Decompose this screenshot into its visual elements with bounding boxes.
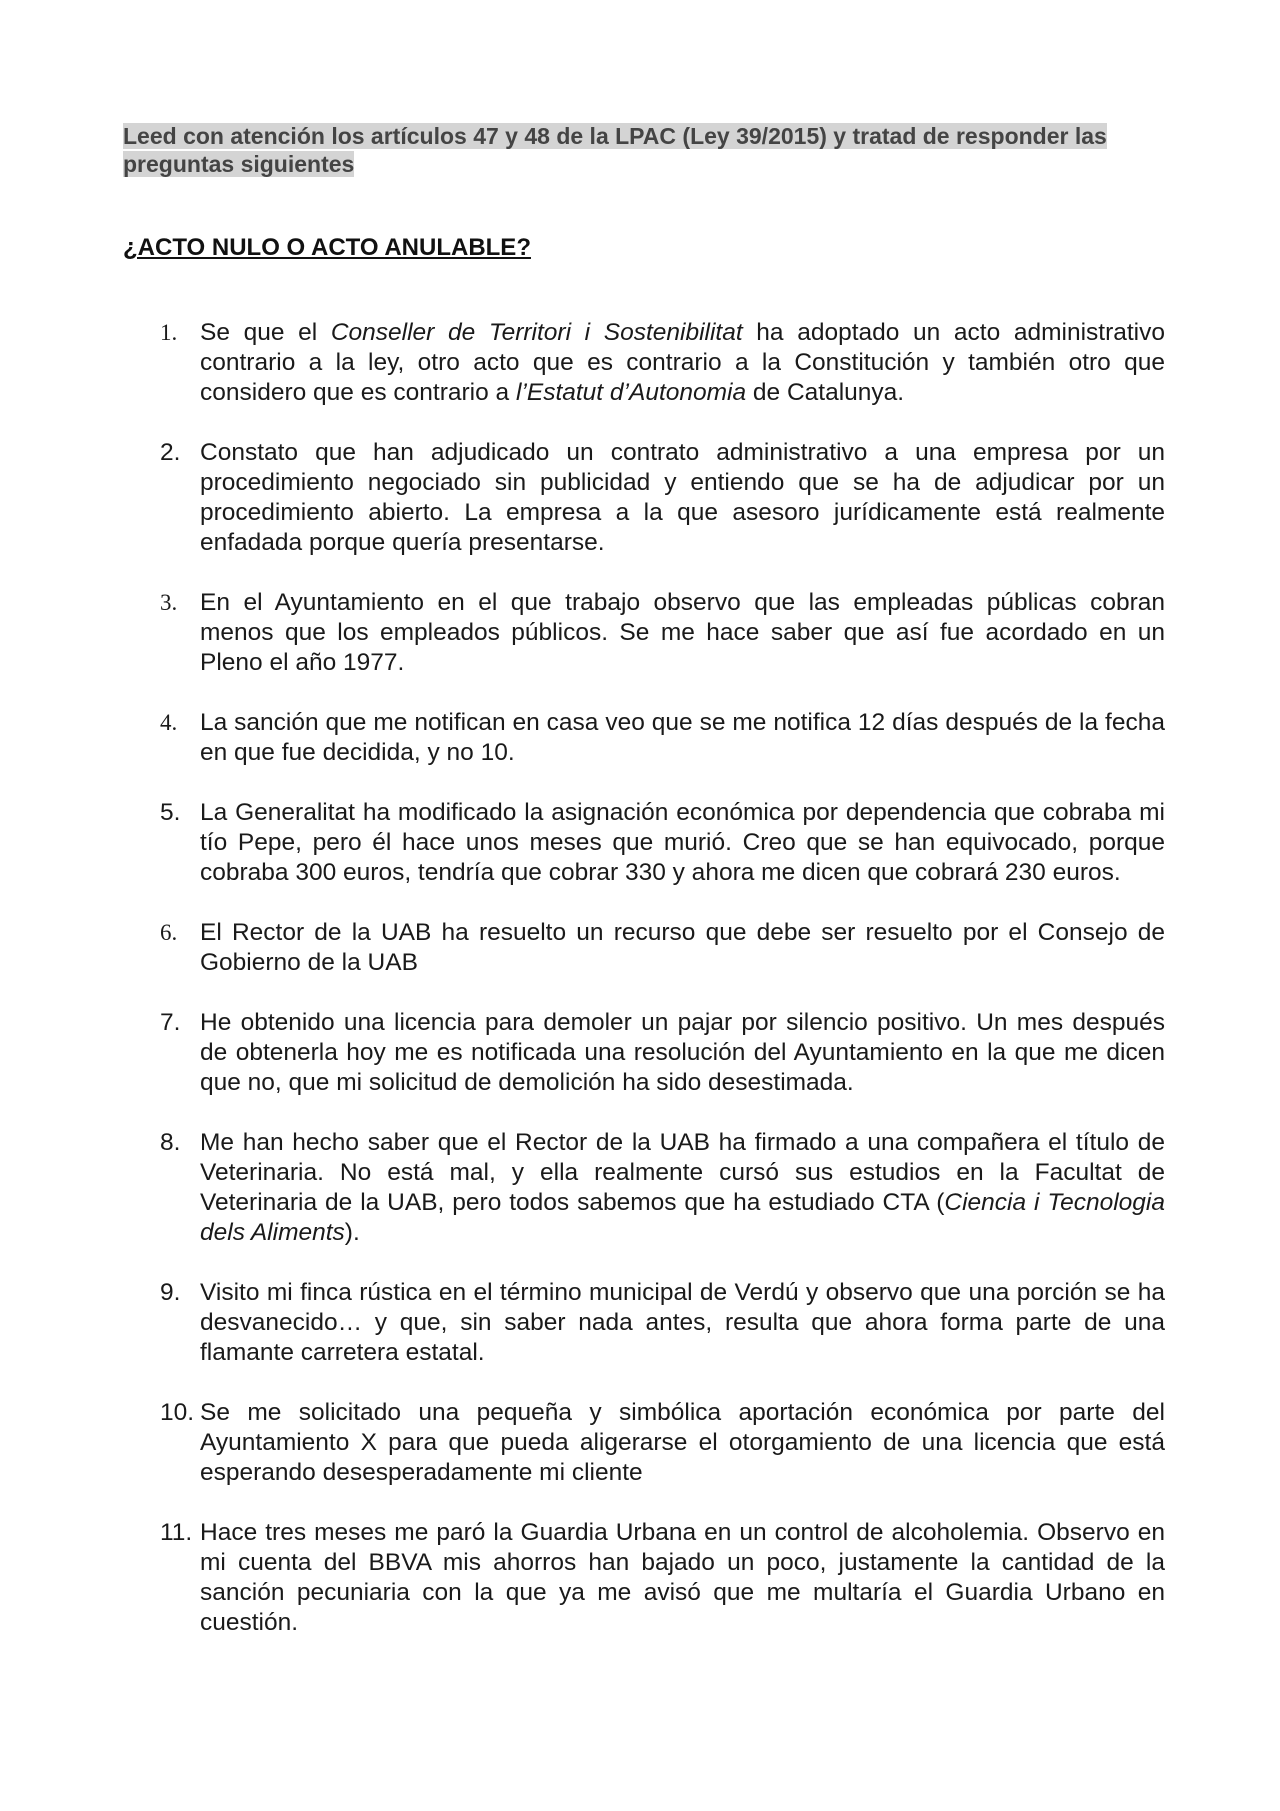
question-number — [123, 1008, 200, 1098]
question-text — [200, 438, 1165, 558]
questions-list — [123, 318, 1165, 1668]
question-number-label: 1. — [160, 320, 178, 345]
question-number-label: 6. — [160, 920, 178, 945]
question-text-italic: l’Estatut d’Autonomia — [515, 379, 747, 406]
question-item — [123, 438, 1165, 558]
question-number — [123, 438, 200, 558]
question-text-segment: Se me solicitado una pequeña y simbólica aportación económica por parte del Ayuntamiento X para que pueda aligerarse el otorgamiento de una licencia que está esperando desesperadamente mi cliente — [200, 1399, 1165, 1486]
question-number — [123, 1398, 200, 1488]
question-number — [123, 588, 200, 678]
question-text-segment: Se que el — [200, 319, 331, 346]
question-text-segment: El Rector de la UAB ha resuelto un recurso que debe ser resuelto por el Consejo de Gobierno de la UAB — [200, 919, 1165, 976]
question-text-segment: He obtenido una licencia para demoler un pajar por silencio positivo. Un mes después de obtenerla hoy me es notificada una resolución del Ayuntamiento en la que me dicen que no, que mi solicitud de demolición ha sido desestimada. — [200, 1009, 1165, 1096]
question-number-label: 9. — [160, 1279, 181, 1306]
question-item — [123, 918, 1165, 978]
question-number-label: 7. — [160, 1009, 181, 1036]
question-item — [123, 1398, 1165, 1488]
question-number-label: 5. — [160, 799, 181, 826]
question-number-label: 4. — [160, 710, 178, 735]
question-text-segment: ha adoptado un acto administrativo contrario a la ley, otro acto que es contrario a la Constitución y también otro que considero que es contrario a — [200, 319, 1166, 406]
question-text-segment: Me han hecho saber que el Rector de la UAB ha firmado a una compañera el título de Veterinaria. No está mal, y ella realmente cursó sus estudios en la Facultat de Veterinaria de la UAB, pero todos sabemos que ha estudiado CTA ( — [200, 1129, 1165, 1216]
question-item — [123, 1128, 1165, 1248]
question-text — [200, 588, 1165, 678]
question-number — [123, 318, 200, 408]
question-item — [123, 588, 1165, 678]
question-text-segment: Visito mi finca rústica en el término municipal de Verdú y observo que una porción se ha desvanecido… y que, sin saber nada antes, resulta que ahora forma parte de una flamante carretera estatal. — [200, 1279, 1165, 1366]
question-text-segment: de Catalunya. — [746, 379, 905, 406]
question-item — [123, 1278, 1165, 1368]
question-number-label: 8. — [160, 1129, 181, 1156]
section-heading: ¿ACTO NULO O ACTO ANULABLE? — [123, 234, 531, 261]
question-text-segment: La Generalitat ha modificado la asignación económica por dependencia que cobraba mi tío Pepe, pero él hace unos meses que murió. Creo que se han equivocado, porque cobraba 300 euros, tendría que cobrar 330 y ahora me dicen que cobrará 230 euros. — [200, 799, 1165, 886]
question-text — [200, 918, 1165, 978]
question-item — [123, 798, 1165, 888]
question-number — [123, 1278, 200, 1368]
question-item — [123, 318, 1165, 408]
question-number-label: 10. — [160, 1399, 195, 1426]
intro-highlight: Leed con atención los artículos 47 y 48 de la LPAC (Ley 39/2015) y tratad de responder las preguntas siguientes — [123, 123, 1107, 177]
question-number — [123, 708, 200, 768]
question-text — [200, 798, 1165, 888]
question-text-segment: Constato que han adjudicado un contrato administrativo a una empresa por un procedimiento negociado sin publicidad y entiendo que se ha de adjudicar por un procedimiento abierto. La empresa a la que asesoro jurídicamente está realmente enfadada porque quería presentarse. — [200, 439, 1165, 556]
question-text — [200, 708, 1165, 768]
question-text — [200, 1518, 1165, 1638]
question-text-italic: Conseller de Territori i Sostenibilitat — [330, 319, 743, 346]
question-text-segment: Hace tres meses me paró la Guardia Urbana en un control de alcoholemia. Observo en mi cuenta del BBVA mis ahorros han bajado un poco, justamente la cantidad de la sanción pecuniaria con la que ya me avisó que me multaría el Guardia Urbano en cuestión. — [200, 1519, 1165, 1636]
question-number-label: 11. — [160, 1519, 193, 1546]
question-number-label: 2. — [160, 439, 181, 466]
question-number — [123, 1128, 200, 1248]
question-text — [200, 1398, 1165, 1488]
question-text — [200, 1008, 1165, 1098]
question-text — [200, 318, 1165, 408]
question-text — [200, 1278, 1165, 1368]
question-number — [123, 1518, 200, 1638]
question-text — [200, 1128, 1165, 1248]
intro-instructions — [123, 122, 1173, 178]
question-item — [123, 1518, 1165, 1638]
question-item — [123, 1008, 1165, 1098]
question-text-segment: ). — [344, 1219, 360, 1246]
question-text-italic: Ciencia i Tecnologia dels Aliments — [200, 1189, 1166, 1246]
question-text-segment: La sanción que me notifican en casa veo que se me notifica 12 días después de la fecha en que fue decidida, y no 10. — [200, 709, 1165, 766]
question-item — [123, 708, 1165, 768]
question-number — [123, 918, 200, 978]
question-number — [123, 798, 200, 888]
question-number-label: 3. — [160, 590, 178, 615]
question-text-segment: En el Ayuntamiento en el que trabajo observo que las empleadas públicas cobran menos que los empleados públicos. Se me hace saber que así fue acordado en un Pleno el año 1977. — [200, 589, 1165, 676]
